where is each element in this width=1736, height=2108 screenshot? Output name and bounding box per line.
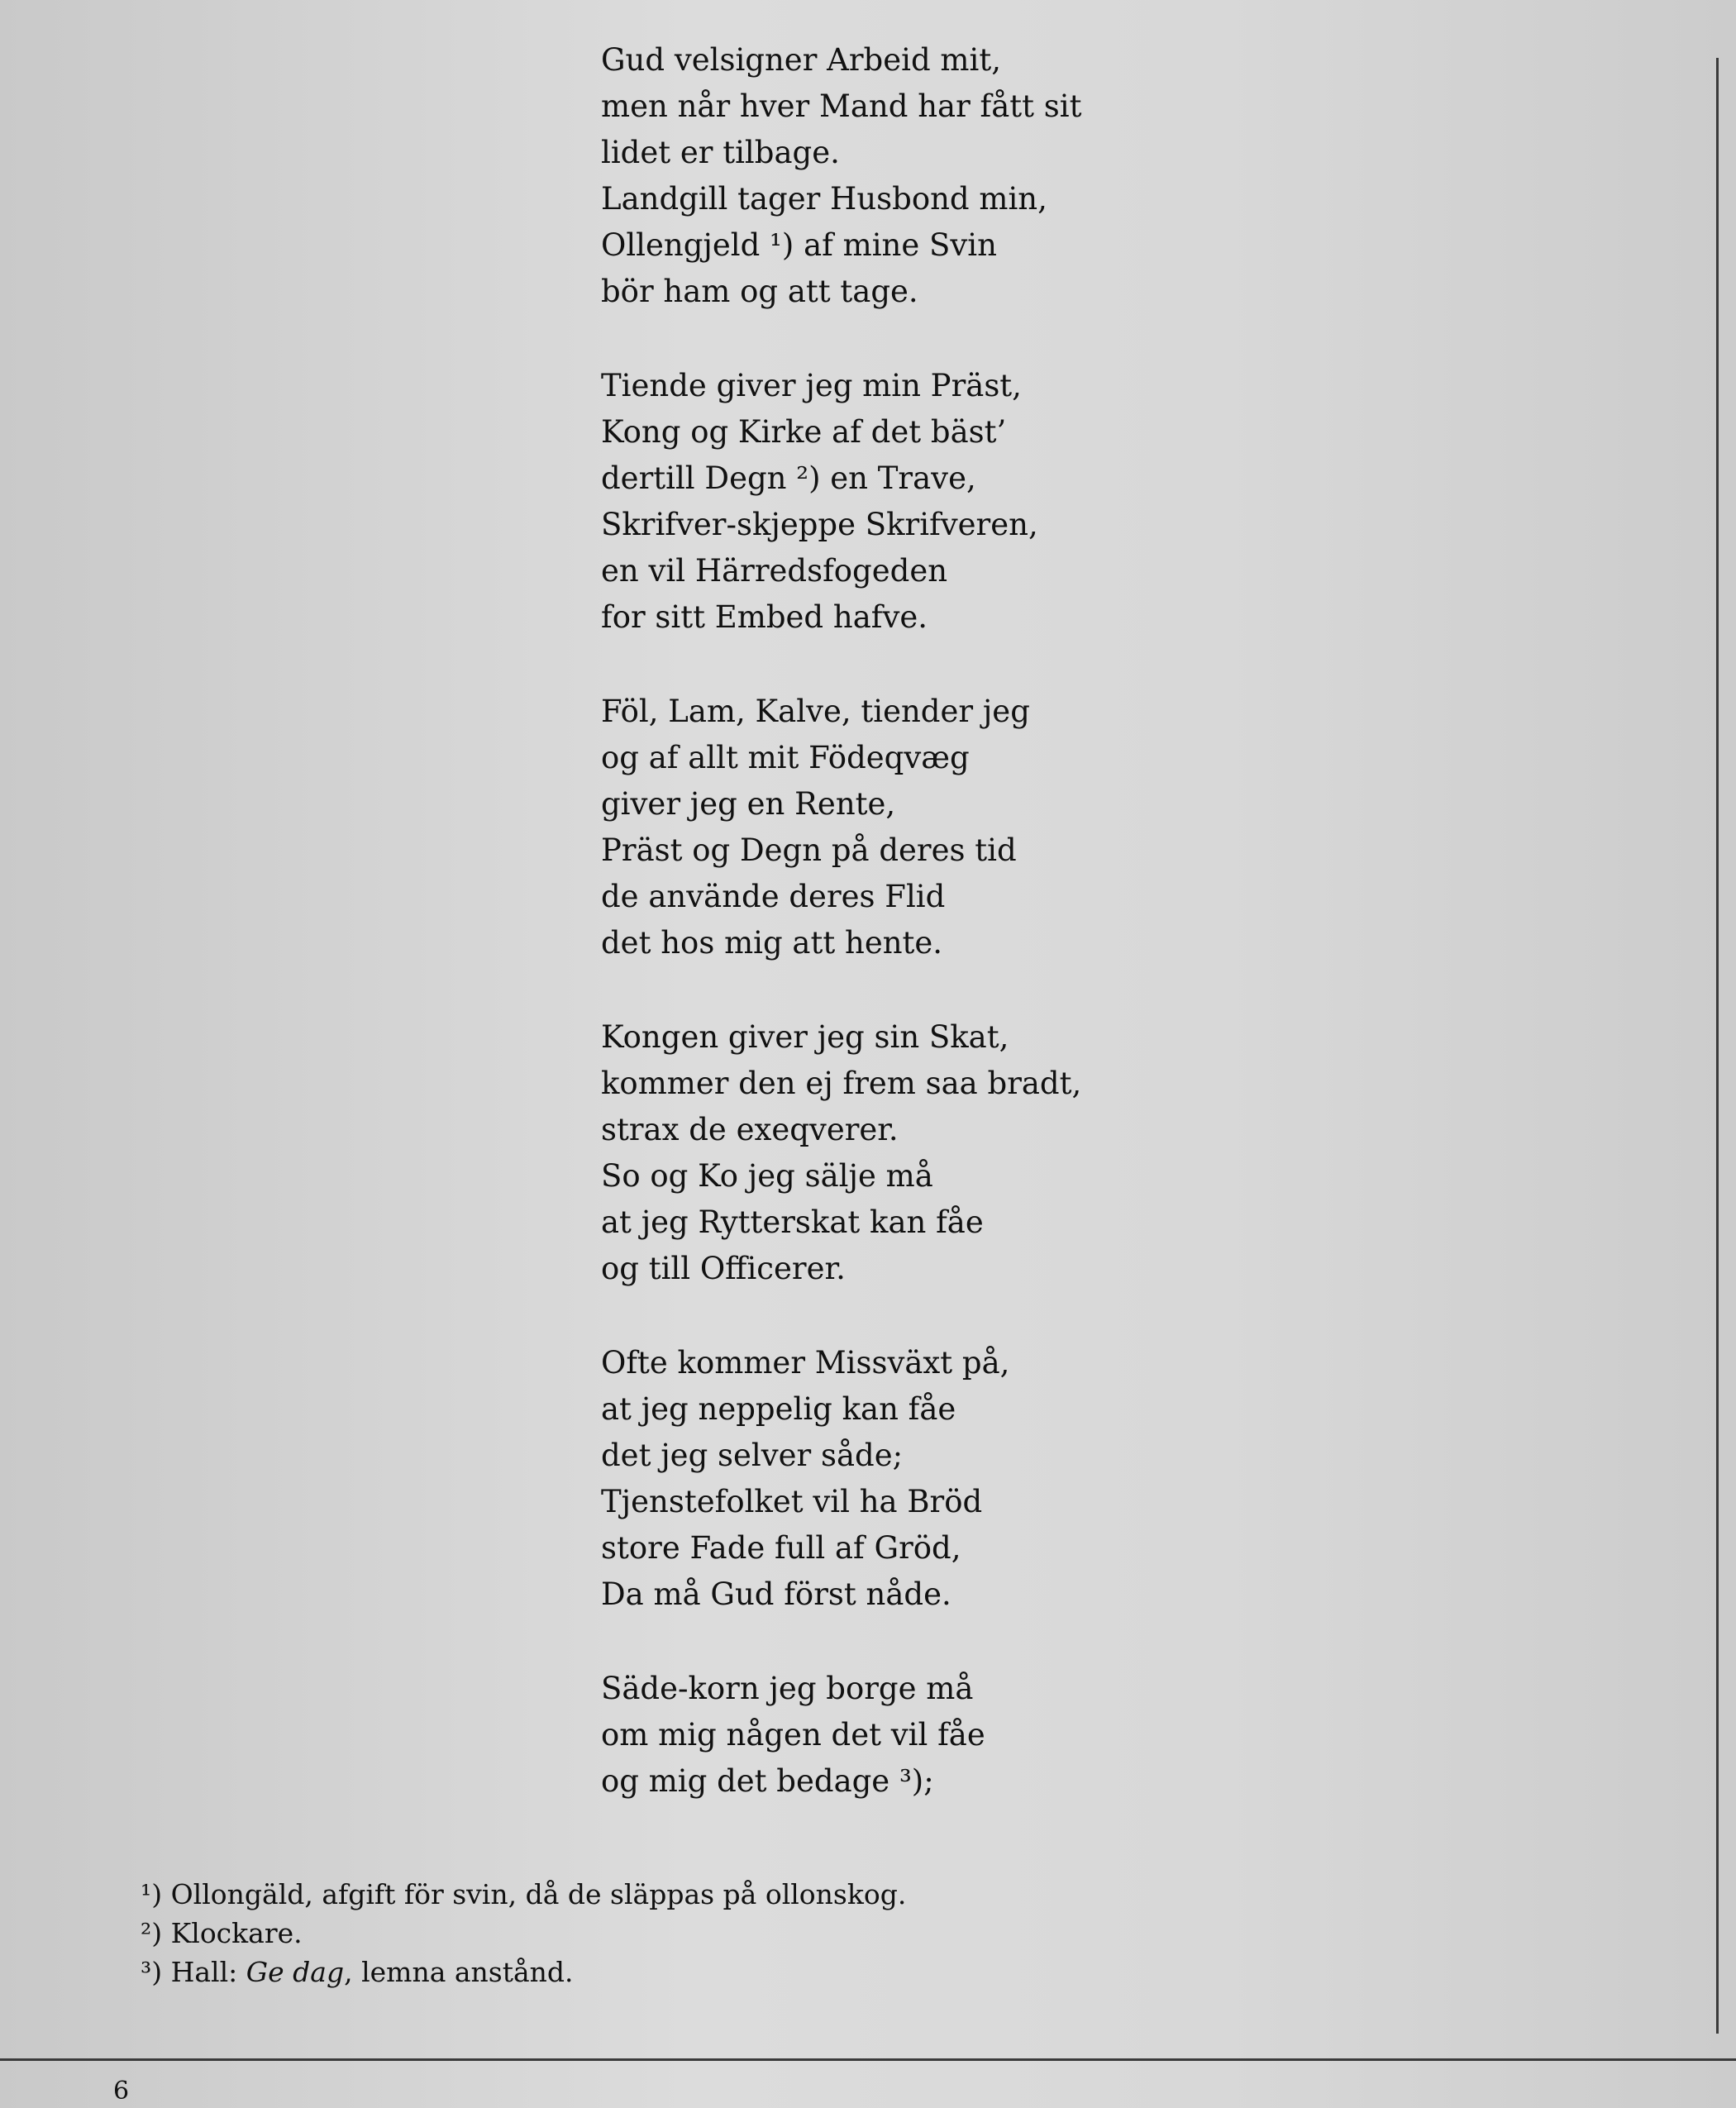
poem-line: Kong og Kirke af det bäst’ xyxy=(601,414,1007,450)
right-margin-rule xyxy=(1716,58,1719,2034)
poem-line: og mig det bedage ³); xyxy=(601,1763,934,1799)
footnote-3 xyxy=(141,1953,906,1991)
poem-line: for sitt Embed hafve. xyxy=(601,599,928,635)
poem-line: So og Ko jeg sälje må xyxy=(601,1158,933,1194)
footnote-mark: ²) xyxy=(141,1917,163,1949)
footnote-2 xyxy=(141,1914,906,1953)
poem-line: bör ham og att tage. xyxy=(601,274,918,309)
poem-line: lidet er tilbage. xyxy=(601,135,840,170)
poem-line: kommer den ej frem saa bradt, xyxy=(601,1066,1082,1101)
poem-line: Säde-korn jeg borge må xyxy=(601,1671,974,1706)
poem-line: Tjenstefolket vil ha Bröd xyxy=(601,1484,983,1519)
stanza-6 xyxy=(601,1666,1180,1805)
poem-line: Ollengjeld ¹) af mine Svin xyxy=(601,227,997,263)
footnote-1 xyxy=(141,1875,906,1914)
footnote-text: , lemna anstånd. xyxy=(344,1956,574,1988)
poem-line: dertill Degn ²) en Trave, xyxy=(601,460,976,496)
poem-line: giver jeg en Rente, xyxy=(601,786,896,822)
poem-line: Gud velsigner Arbeid mit, xyxy=(601,42,1001,78)
poem-line: at jeg Rytterskat kan fåe xyxy=(601,1204,984,1240)
poem-line: Kongen giver jeg sin Skat, xyxy=(601,1019,1009,1055)
stanza-3 xyxy=(601,689,1180,966)
poem-line: men når hver Mand har fått sit xyxy=(601,88,1082,124)
footnote-text: Hall: xyxy=(170,1956,246,1988)
footnote-italic-text: Ge dag xyxy=(246,1956,345,1988)
footnote-text: Klockare. xyxy=(170,1917,303,1949)
poem-line: det jeg selver såde; xyxy=(601,1438,904,1473)
page-number: 6 xyxy=(113,2077,130,2106)
stanza-4 xyxy=(601,1014,1180,1292)
poem-line: at jeg neppelig kan fåe xyxy=(601,1391,956,1427)
poem-line: Föl, Lam, Kalve, tiender jeg xyxy=(601,694,1030,729)
poem-line: Tiende giver jeg min Präst, xyxy=(601,368,1022,403)
stanza-5 xyxy=(601,1340,1180,1618)
poem-line: store Fade full af Gröd, xyxy=(601,1530,961,1566)
poem-line: Skrifver-skjeppe Skrifveren, xyxy=(601,507,1038,542)
poem-line: Landgill tager Husbond min, xyxy=(601,181,1047,217)
footnotes xyxy=(141,1875,906,1991)
footnote-text: Ollongäld, afgift för svin, då de släppas på ollonskog. xyxy=(170,1878,907,1910)
stanza-1 xyxy=(601,37,1180,315)
poem-line: strax de exeqverer. xyxy=(601,1112,899,1147)
poem-line: det hos mig att hente. xyxy=(601,925,943,961)
poem-line: og till Officerer. xyxy=(601,1251,846,1286)
bottom-rule xyxy=(0,2058,1736,2061)
stanza-2 xyxy=(601,363,1180,641)
poem-line: de använde deres Flid xyxy=(601,879,946,914)
poem-line: Ofte kommer Missväxt på, xyxy=(601,1345,1010,1381)
footnote-mark: ¹) xyxy=(141,1878,163,1910)
poem-line: en vil Härredsfogeden xyxy=(601,553,948,589)
poem xyxy=(601,37,1180,1853)
poem-line: og af allt mit Födeqvæg xyxy=(601,740,970,775)
poem-line: Da må Gud först nåde. xyxy=(601,1576,951,1612)
footnote-mark: ³) xyxy=(141,1956,163,1988)
poem-line: Präst og Degn på deres tid xyxy=(601,832,1017,868)
poem-line: om mig någen det vil fåe xyxy=(601,1717,985,1753)
